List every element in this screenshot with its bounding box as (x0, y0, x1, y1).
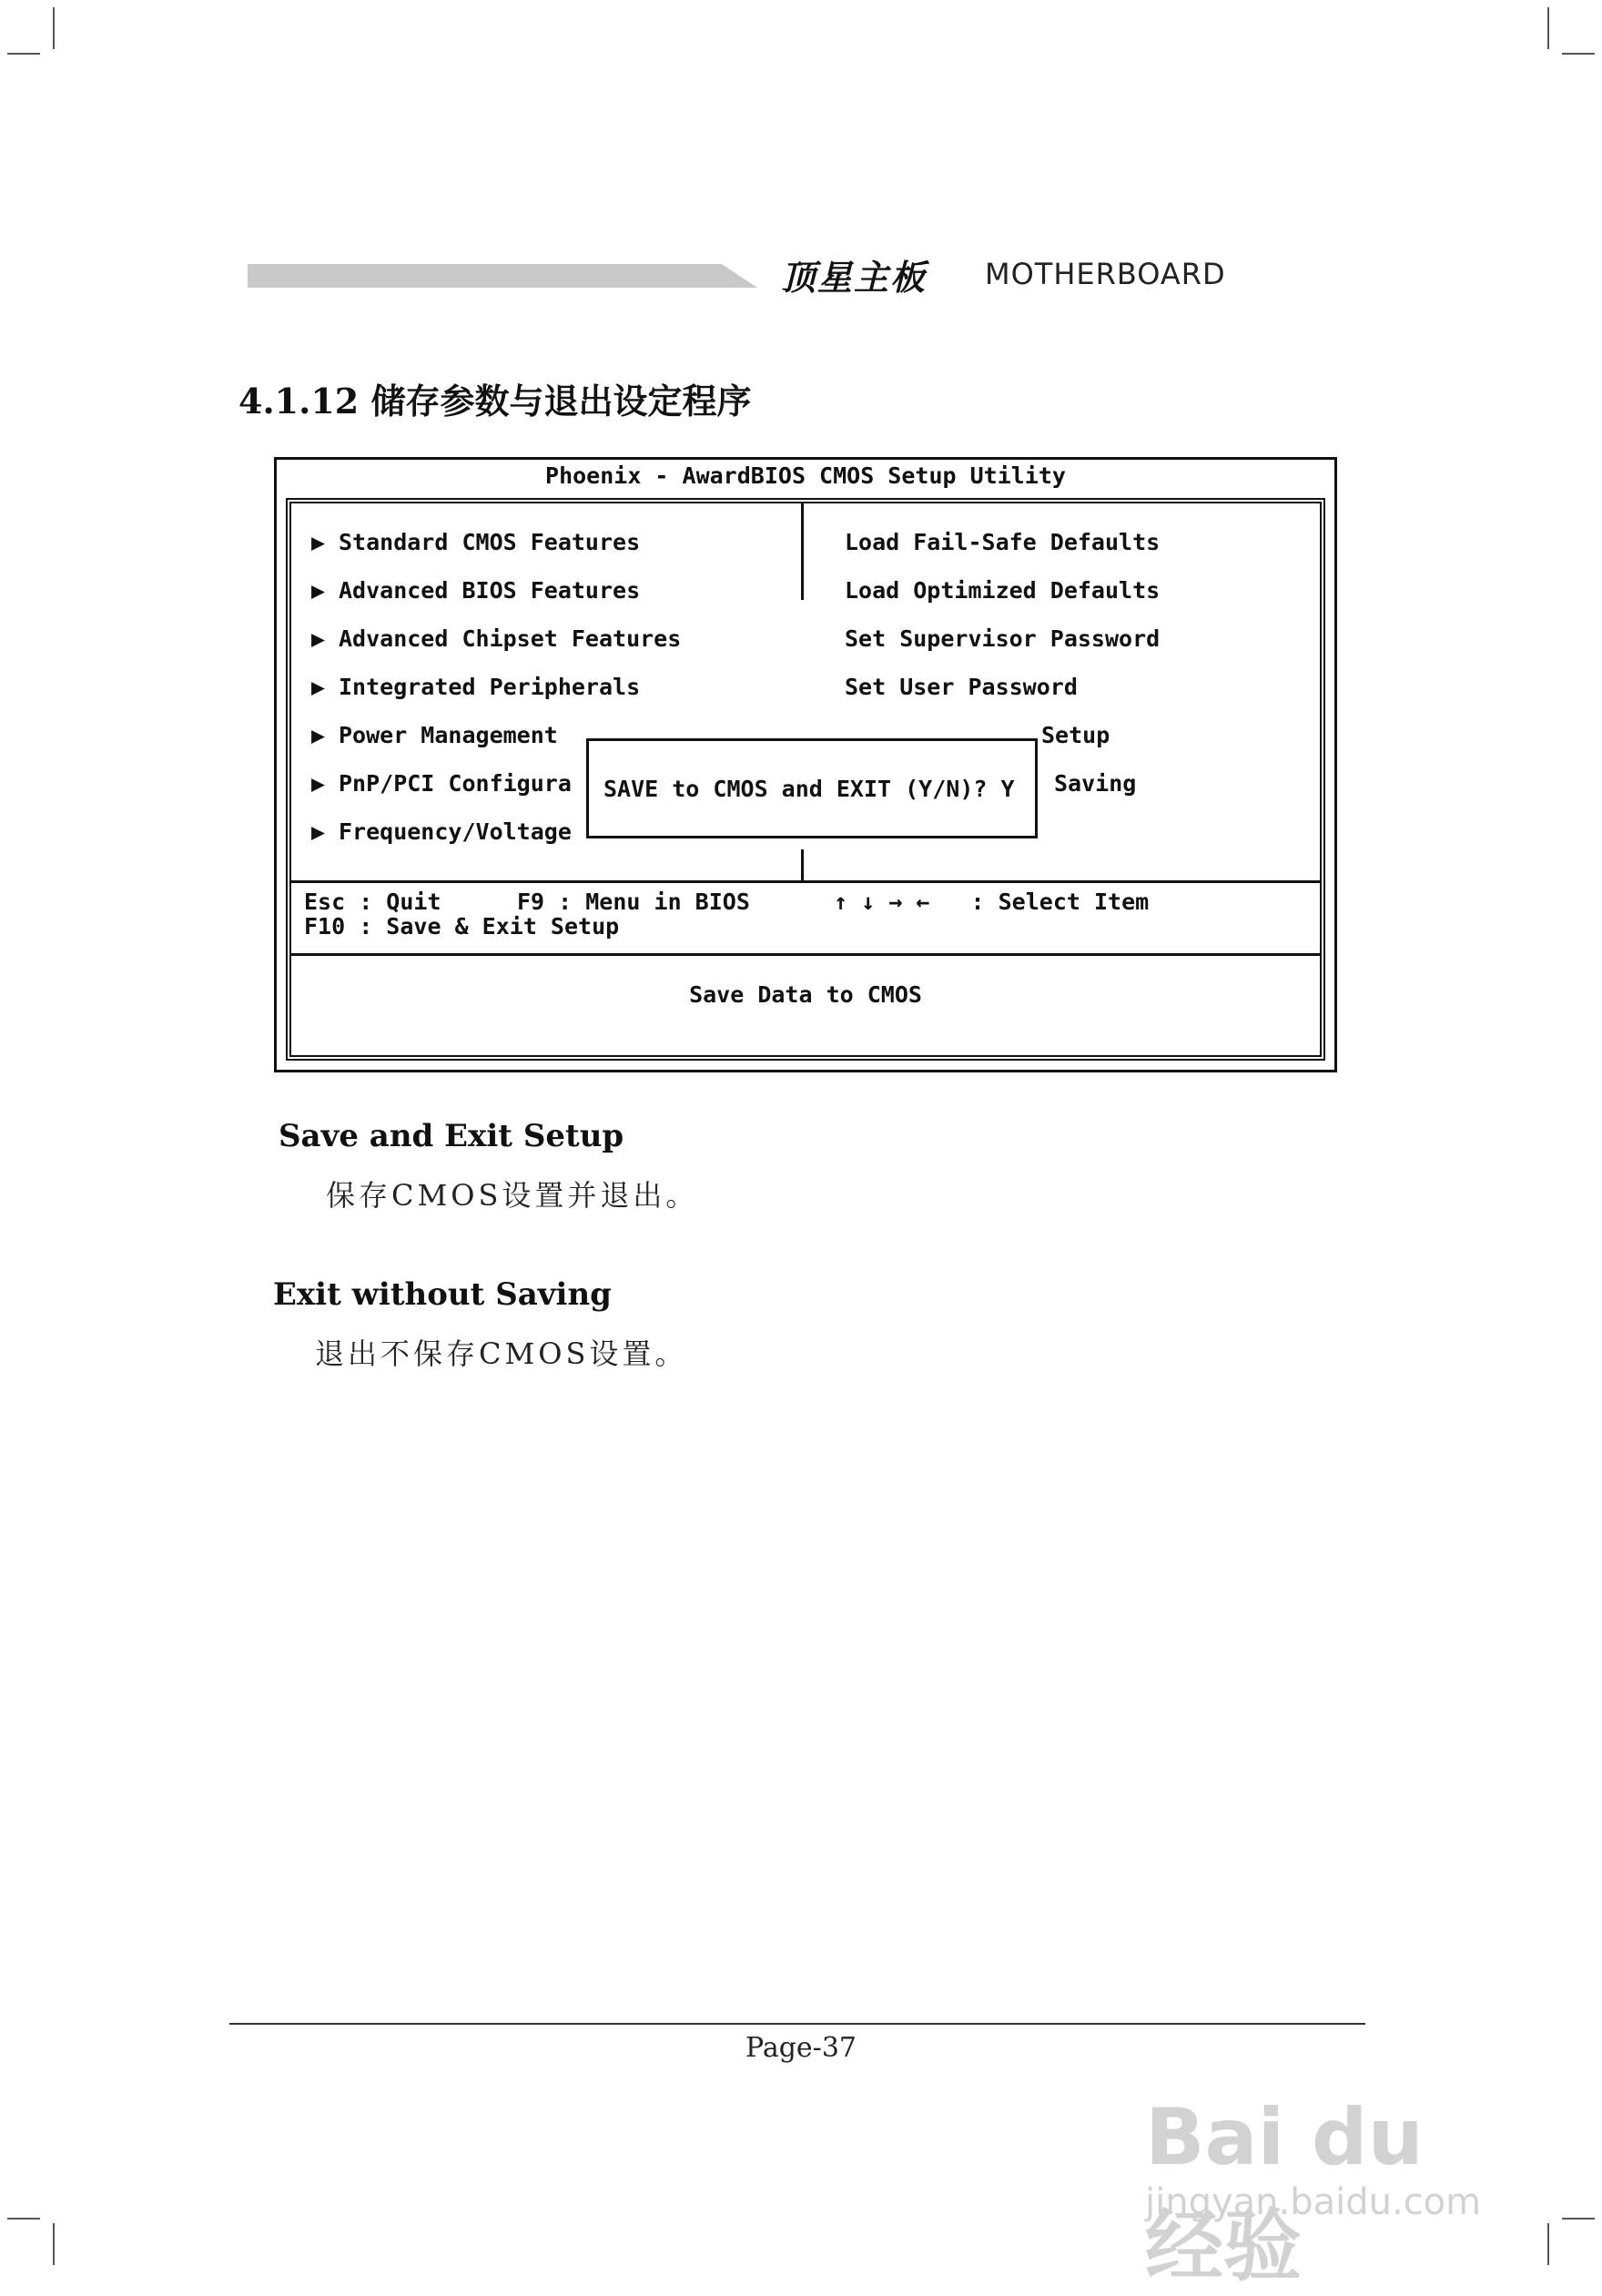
bios-menu-item[interactable]: ▶ Standard CMOS Features (311, 529, 641, 555)
crop-mark (1562, 53, 1595, 55)
bios-frame (286, 498, 1325, 1061)
crop-mark (1562, 2218, 1595, 2220)
bios-menu-item[interactable]: ▶ Power Management (311, 722, 558, 748)
bios-menu-item[interactable]: ▶ Advanced Chipset Features (311, 625, 682, 652)
triangle-right-icon: ▶ (311, 577, 326, 604)
crop-mark (53, 7, 55, 49)
crop-mark (7, 2218, 40, 2220)
triangle-right-icon: ▶ (311, 818, 326, 845)
crop-mark (53, 2223, 55, 2265)
watermark-main: Bai du 经验 (1145, 2092, 1424, 2292)
bios-menu-item-right[interactable]: Set User Password (845, 674, 1078, 700)
bios-menu-item[interactable]: ▶ Advanced BIOS Features (311, 577, 641, 604)
triangle-right-icon: ▶ (311, 529, 326, 555)
brand-name-en: MOTHERBOARD (985, 257, 1226, 291)
help-f10: F10 : Save & Exit Setup (304, 913, 620, 940)
help-esc: Esc : Quit (304, 889, 441, 915)
item-title-exit-no-save: Exit without Saving (273, 1276, 612, 1313)
bios-title: Phoenix - AwardBIOS CMOS Setup Utility (545, 462, 1066, 489)
watermark-sub: jingyan.baidu.com (1145, 2181, 1482, 2223)
triangle-right-icon: ▶ (311, 625, 326, 652)
help-f9: F9 : Menu in BIOS (517, 889, 750, 915)
bios-divider (801, 503, 804, 600)
bios-menu-item-right[interactable]: Load Fail-Safe Defaults (845, 529, 1161, 555)
baidu-watermark (1136, 2037, 1518, 2292)
bios-divider (801, 849, 804, 880)
footer-rule (229, 2023, 1365, 2025)
item-desc-save-exit: 保存CMOS设置并退出。 (326, 1178, 699, 1213)
bios-menu-item-right[interactable]: Set Supervisor Password (845, 625, 1161, 652)
section-title: 4.1.12 储存参数与退出设定程序 (238, 381, 752, 422)
save-exit-dialog[interactable] (586, 738, 1038, 838)
crop-mark (1547, 7, 1549, 49)
bios-menu-item-right[interactable]: Load Optimized Defaults (845, 577, 1161, 604)
bios-menu-item-right[interactable]: Setup (1041, 722, 1110, 748)
help-arrows: ↑ ↓ → ← : Select Item (834, 889, 1150, 915)
bios-status-line: Save Data to CMOS (689, 981, 922, 1008)
item-desc-exit-no-save: 退出不保存CMOS设置。 (315, 1336, 688, 1371)
bios-menu-item[interactable]: ▶ Frequency/Voltage (311, 818, 572, 845)
triangle-right-icon: ▶ (311, 674, 326, 700)
bios-menu-item-right[interactable]: Saving (1054, 770, 1137, 797)
bios-screenshot (274, 457, 1337, 1072)
header-bar (248, 264, 757, 288)
crop-mark (1547, 2223, 1549, 2265)
bios-menu-item[interactable]: ▶ PnP/PCI Configura (311, 770, 572, 797)
bios-divider (291, 880, 1320, 883)
page-number: Page-37 (745, 2032, 857, 2064)
brand-logo-cn: 顶星主板 (781, 258, 928, 298)
triangle-right-icon: ▶ (311, 722, 326, 748)
dialog-prompt: SAVE to CMOS and EXIT (Y/N)? Y (603, 776, 1015, 802)
triangle-right-icon: ▶ (311, 770, 326, 797)
crop-mark (7, 53, 40, 55)
item-title-save-exit: Save and Exit Setup (279, 1118, 624, 1154)
bios-divider (291, 953, 1320, 956)
bios-menu-item[interactable]: ▶ Integrated Peripherals (311, 674, 641, 700)
